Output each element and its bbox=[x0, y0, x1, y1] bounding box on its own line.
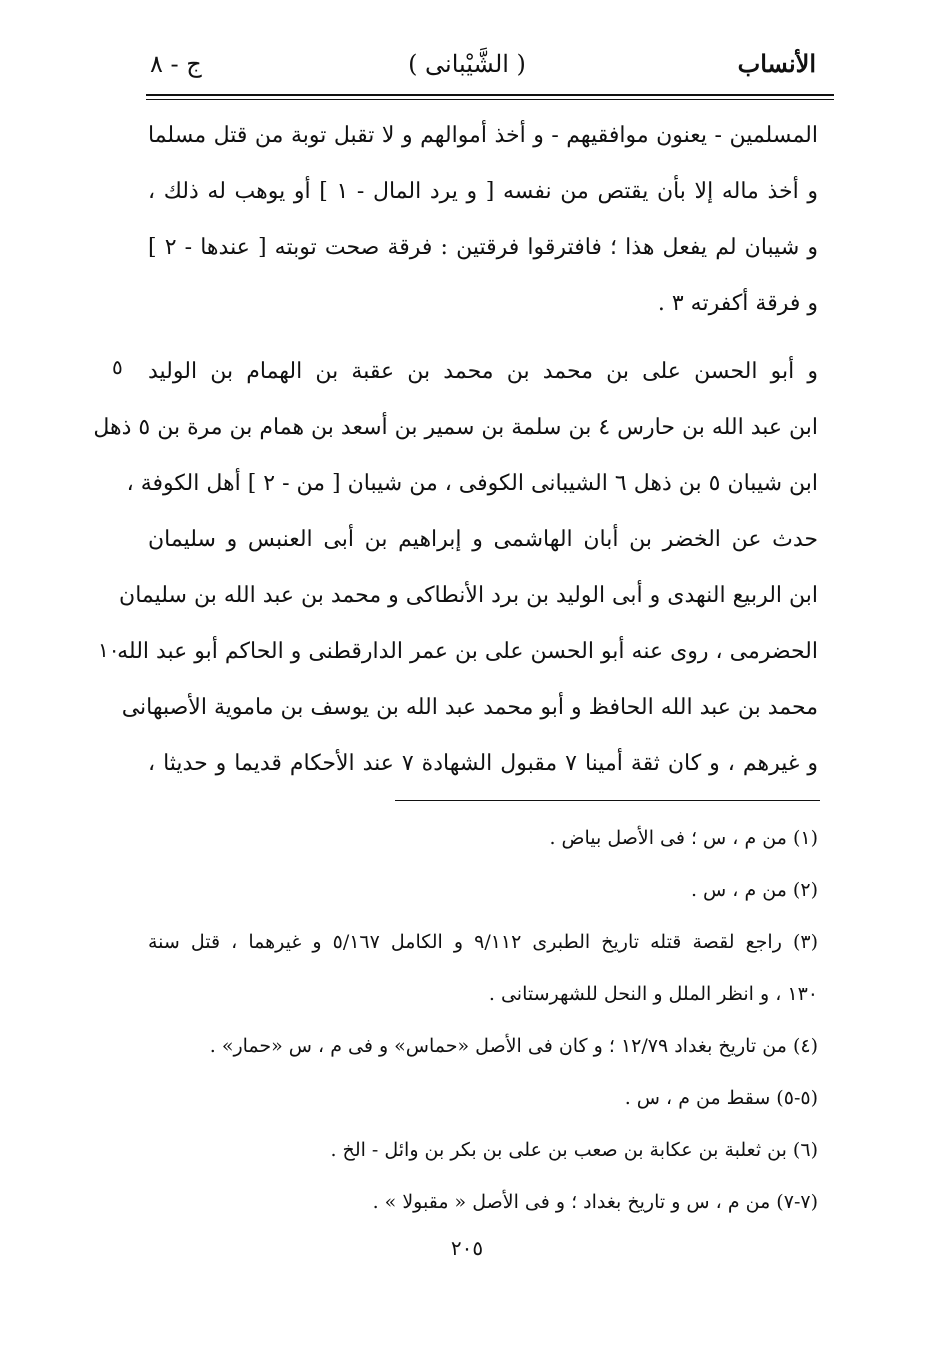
running-head-volume: ج - ٨ bbox=[150, 50, 202, 78]
paragraph-gap bbox=[148, 332, 818, 344]
text-line: و أخذ ماله إلا بأن يقتص من نفسه [ و يرد المال - ١ ] أو يوهب له ذلك ، bbox=[148, 179, 818, 204]
header-rule-thick bbox=[146, 94, 834, 96]
footnote-separator bbox=[395, 800, 820, 801]
text-line: و شيبان لم يفعل هذا ؛ فافترقوا فرقتين : فرقة صحت توبته [ عندها - ٢ ] bbox=[148, 235, 819, 260]
footnote-continued: ١٣٠ ، و انظر الملل و النحل للشهرستانى . bbox=[488, 983, 818, 1005]
footnote: (٢) من م ، س . bbox=[690, 879, 818, 901]
line-number-10: ١٠ bbox=[98, 638, 120, 662]
text-line: ابن الربيع النهدى و أبى الوليد بن برد الأنطاكى و محمد بن عبد الله بن سليمان bbox=[119, 583, 818, 608]
text-line: حدث عن الخضر بن أبان الهاشمى و إبراهيم بن أبى العنبس و سليمان bbox=[148, 527, 818, 552]
footnote: (٦) بن ثعلبة بن عكابة بن صعب بن على بن بكر بن وائل - الخ . bbox=[330, 1139, 818, 1161]
running-head-entry: ( الشَّيْبانى ) bbox=[408, 50, 526, 78]
text-line: ابن شيبان ٥ بن ذهل ٦ الشيبانى الكوفى ، من شيبان [ من - ٢ ] أهل الكوفة ، bbox=[126, 471, 818, 496]
footnote: (٤) من تاريخ بغداد ١٢/٧٩ ؛ و كان فى الأصل «حماس» و فى م ، س «حمار» . bbox=[209, 1035, 818, 1057]
text-line: و غيرهم ، و كان ثقة أمينا ٧ مقبول الشهادة ٧ عند الأحكام قديما و حديثا ، bbox=[148, 751, 818, 776]
footnote: (٧-٧) من م ، س و تاريخ بغداد ؛ و فى الأصل « مقبولا » . bbox=[372, 1191, 818, 1213]
text-line: و فرقة أكفرته ٣ . bbox=[657, 291, 818, 316]
header-rule-thin bbox=[146, 99, 834, 100]
text-line: و أبو الحسن على بن محمد بن محمد بن عقبة بن الهمام بن الوليد bbox=[148, 359, 818, 384]
running-head-title: الأنساب bbox=[737, 49, 816, 78]
text-line: المسلمين - يعنون موافقيهم - و أخذ أموالهم و لا تقبل توبة من قتل مسلما bbox=[148, 123, 818, 148]
text-line: ابن عبد الله بن حارس ٤ بن سلمة بن سمير بن أسعد بن همام بن مرة بن ٥ ذهل bbox=[93, 415, 818, 440]
footnotes bbox=[148, 812, 818, 1228]
footnote: (١) من م ، س ؛ فى الأصل بياض . bbox=[549, 827, 818, 849]
line-number-5: ٥ bbox=[112, 355, 123, 379]
footnote: (٣) راجع لقصة قتله تاريخ الطبرى ٩/١١٢ و الكامل ٥/١٦٧ و غيرهما ، قتل سنة bbox=[148, 931, 818, 953]
page-number: ٢٠٥ bbox=[450, 1236, 484, 1260]
footnote: (٥-٥) سقط من م ، س . bbox=[624, 1087, 818, 1109]
text-line: محمد بن عبد الله الحافظ و أبو محمد عبد الله بن يوسف بن ماموية الأصبهانى bbox=[121, 695, 818, 720]
text-line: الحضرمى ، روى عنه أبو الحسن على بن عمر الدارقطنى و الحاكم أبو عبد الله bbox=[117, 639, 818, 664]
